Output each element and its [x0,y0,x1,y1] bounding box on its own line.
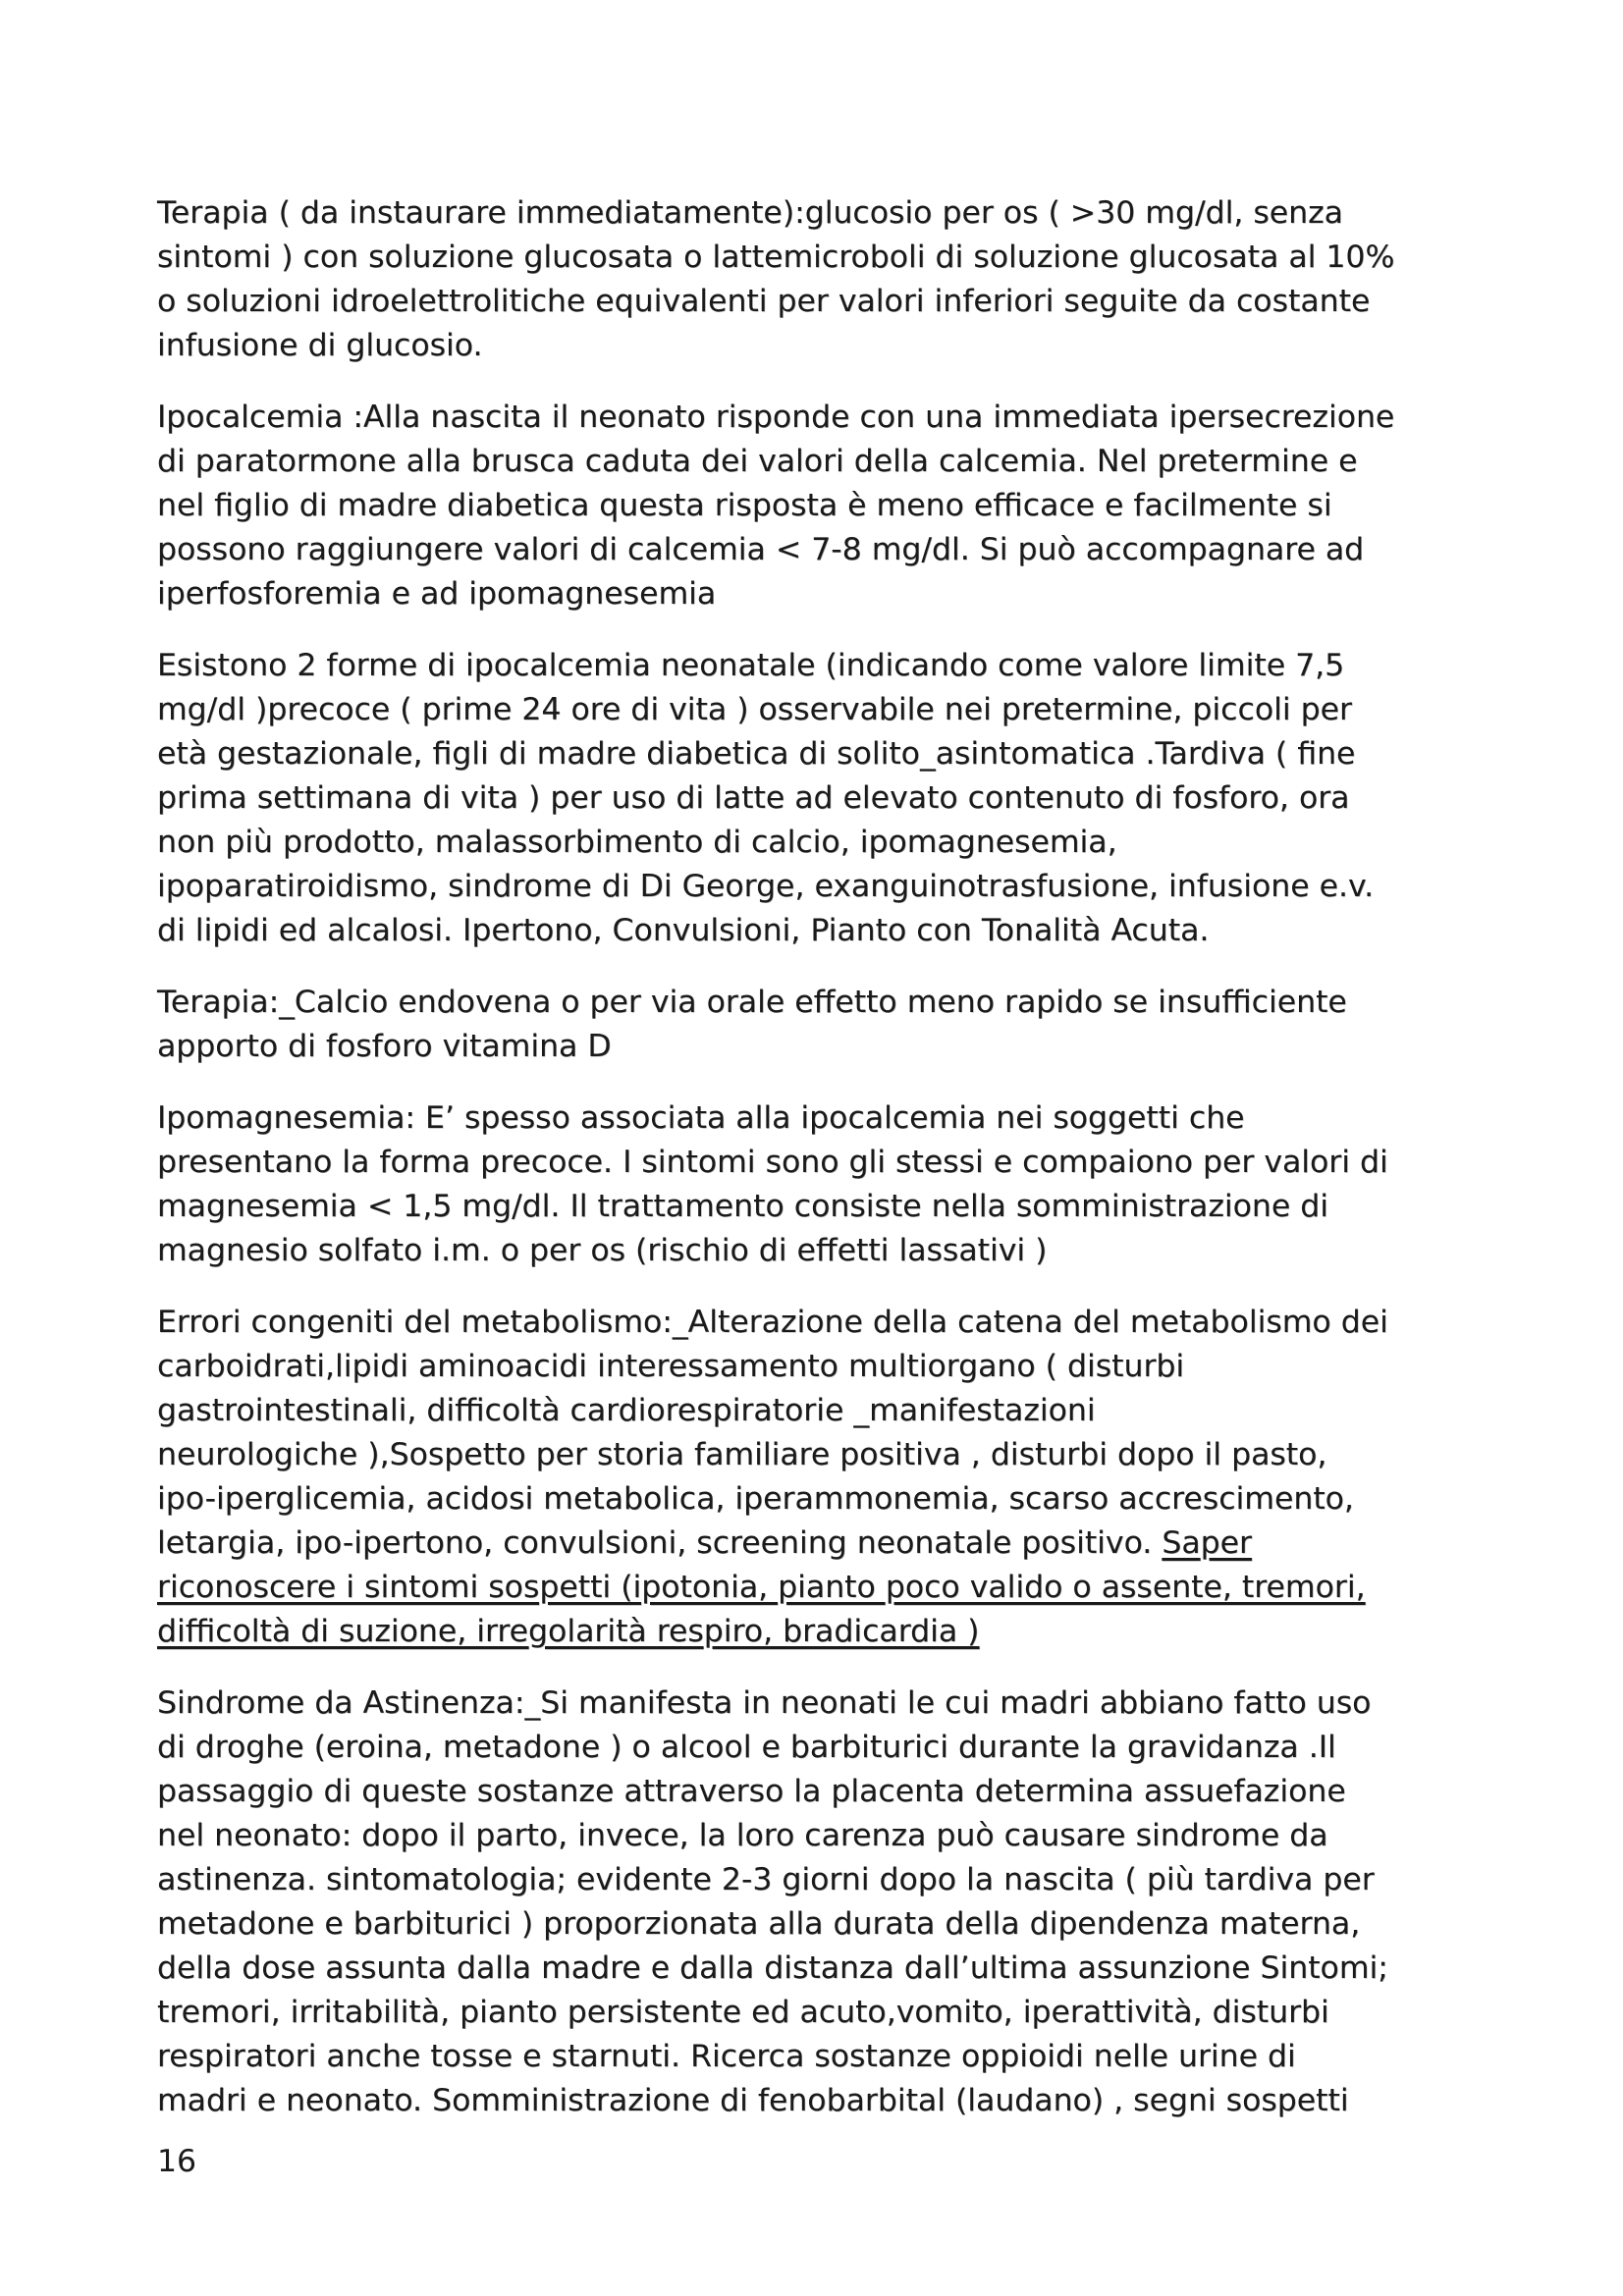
text-line: tremori, irritabilità, pianto persistente ed acuto,vomito, iperattività, disturbi [157,1995,1329,2030]
text-line: gastrointestinali, difficoltà cardiorespiratorie _manifestazioni [157,1393,1096,1428]
paragraph-ipomagnesemia [157,1096,1492,1273]
text-segment: letargia, ipo-ipertono, convulsioni, screening neonatale positivo. [157,1525,1163,1561]
text-line: ipo-iperglicemia, acidosi metabolica, iperammonemia, scarso accrescimento, [157,1481,1354,1517]
text-line: possono raggiungere valori di calcemia < 7-8 mg/dl. Si può accompagnare ad [157,532,1365,567]
text-line: iperfosforemia e ad ipomagnesemia [157,576,717,612]
text-line: carboidrati,lipidi aminoacidi interessamento multiorgano ( disturbi [157,1349,1185,1384]
page-number: 16 [157,2144,197,2179]
text-line: ipoparatiroidismo, sindrome di Di George, exanguinotrasfusione, infusione e.v. [157,869,1375,904]
text-line: magnesemia < 1,5 mg/dl. Il trattamento consiste nella somministrazione di [157,1189,1329,1224]
text-line: madri e neonato. Somministrazione di fenobarbital (laudano) , segni sospetti [157,2083,1349,2118]
text-line: di paratormone alla brusca caduta dei valori della calcemia. Nel pretermine e [157,444,1358,479]
underlined-text-line: difficoltà di suzione, irregolarità respiro, bradicardia ) [157,1614,980,1649]
paragraph-ipocalcemia [157,396,1492,616]
text-line-mixed [157,1522,1492,1566]
text-line: astinenza. sintomatologia; evidente 2-3 giorni dopo la nascita ( più tardiva per [157,1862,1375,1897]
text-line: passaggio di queste sostanze attraverso la placenta determina assuefazione [157,1774,1346,1809]
text-line: infusione di glucosio. [157,328,483,363]
paragraph-terapia-glucosio [157,191,1492,368]
text-line: Esistono 2 forme di ipocalcemia neonatale (indicando come valore limite 7,5 [157,648,1345,683]
text-line: Terapia:_Calcio endovena o per via orale effetto meno rapido se insufficiente [157,985,1347,1020]
text-line: di lipidi ed alcalosi. Ipertono, Convulsioni, Pianto con Tonalità Acuta. [157,913,1210,948]
text-line: della dose assunta dalla madre e dalla distanza dall’ultima assunzione Sintomi; [157,1950,1388,1986]
paragraph-forme-ipocalcemia [157,644,1492,953]
text-line: età gestazionale, figli di madre diabetica di solito_asintomatica .Tardiva ( fine [157,736,1356,772]
text-line: neurologiche ),Sospetto per storia familiare positiva , disturbi dopo il pasto, [157,1437,1327,1472]
text-line: Ipomagnesemia: E’ spesso associata alla ipocalcemia nei soggetti che [157,1100,1245,1136]
text-line: magnesio solfato i.m. o per os (rischio di effetti lassativi ) [157,1233,1048,1268]
text-line: Sindrome da Astinenza:_Si manifesta in neonati le cui madri abbiano fatto uso [157,1685,1372,1721]
document-body [157,191,1492,2151]
text-line: nel figlio di madre diabetica questa risposta è meno efficace e facilmente si [157,488,1332,523]
text-line: mg/dl )precoce ( prime 24 ore di vita ) osservabile nei pretermine, piccoli per [157,692,1352,727]
text-line: non più prodotto, malassorbimento di calcio, ipomagnesemia, [157,825,1117,860]
paragraph-terapia-calcio [157,981,1492,1069]
text-line: Terapia ( da instaurare immediatamente):glucosio per os ( >30 mg/dl, senza [157,195,1343,231]
text-line: presentano la forma precoce. I sintomi sono gli stessi e compaiono per valori di [157,1145,1388,1180]
underlined-text-segment: Saper [1162,1525,1252,1561]
text-line: Errori congeniti del metabolismo:_Alterazione della catena del metabolismo dei [157,1305,1388,1340]
text-line: Ipocalcemia :Alla nascita il neonato risponde con una immediata ipersecrezione [157,400,1395,435]
paragraph-errori-congeniti [157,1301,1492,1654]
text-line: o soluzioni idroelettrolitiche equivalenti per valori inferiori seguite da costante [157,284,1371,319]
text-line: apporto di fosforo vitamina D [157,1029,612,1064]
text-line: respiratori anche tosse e starnuti. Ricerca sostanze oppioidi nelle urine di [157,2039,1296,2074]
text-line: prima settimana di vita ) per uso di latte ad elevato contenuto di fosforo, ora [157,780,1350,816]
text-line: sintomi ) con soluzione glucosata o lattemicroboli di soluzione glucosata al 10% [157,240,1395,275]
text-line: nel neonato: dopo il parto, invece, la loro carenza può causare sindrome da [157,1818,1328,1853]
text-line: di droghe (eroina, metadone ) o alcool e barbiturici durante la gravidanza .Il [157,1730,1336,1765]
paragraph-sindrome-astinenza [157,1682,1492,2123]
underlined-text-line: riconoscere i sintomi sospetti (ipotonia, pianto poco valido o assente, tremori, [157,1570,1366,1605]
text-line: metadone e barbiturici ) proporzionata alla durata della dipendenza materna, [157,1906,1361,1942]
